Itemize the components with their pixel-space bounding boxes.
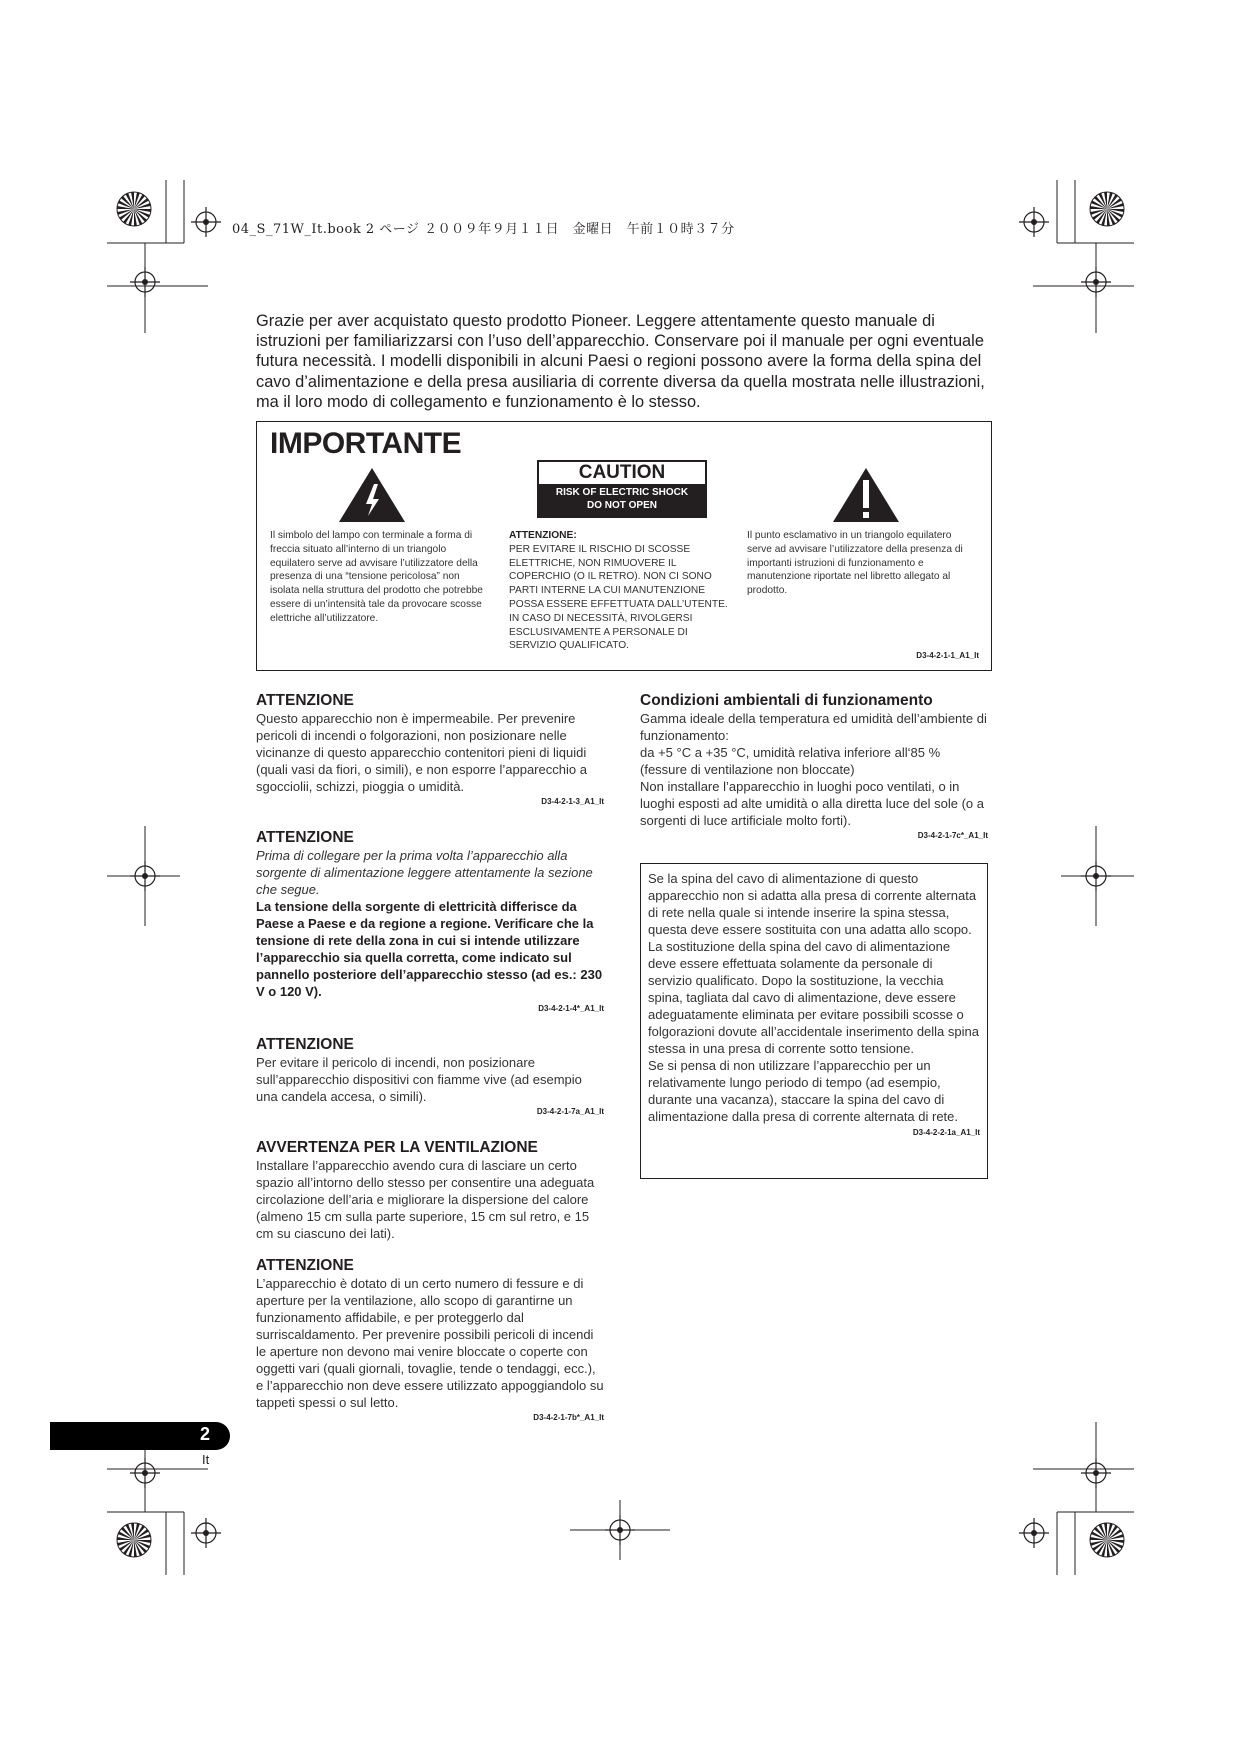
section-text: Per evitare il pericolo di incendi, non posizionare sull’apparecchio dispositivi con fiamme vive (ad esempio una candela accesa, o simili). xyxy=(256,1055,582,1104)
intro-paragraph: Grazie per aver acquistato questo prodotto Pioneer. Leggere attentamente questo manuale di istruzioni per familiarizzarsi con l’uso dell’apparecchio. Conservare poi il manuale per ogni eventuale futura necessità. I modelli disponibili in alcuni Paesi o regioni possono avere la forma della spina del cavo d’alimentazione e della presa ausiliaria di corrente diversa da quella mostrata nelle illustrazioni, ma il loro modo di collegamento e funzionamento è lo stesso. xyxy=(256,312,985,411)
section-heading: Condizioni ambientali di funzionamento xyxy=(640,692,933,709)
section-heading: ATTENZIONE xyxy=(256,1257,354,1274)
section-heading: ATTENZIONE xyxy=(256,829,354,846)
plug-replacement-box xyxy=(640,863,988,1179)
caution-explanation xyxy=(509,529,731,653)
section-text: Installare l’apparecchio avendo cura di lasciare un certo spazio all’intorno dello stesso per consentire una adeguata circolazione dell’aria e migliorare la dispersione del calore (almeno 15 cm sulla parte superiore, 15 cm sul retro, e 15 cm su ciascuno dei lati). xyxy=(256,1158,595,1241)
exclamation-explanation: Il punto esclamativo in un triangolo equilatero serve ad avvisare l’utilizzatore della presenza di importanti istruzioni di funzionamento e manutenzione riportate nel libretto allegato al prodotto. xyxy=(747,530,963,597)
exclamation-triangle-icon xyxy=(831,466,901,524)
section-heading: AVVERTENZA PER LA VENTILAZIONE xyxy=(256,1139,538,1156)
section-text: Questo apparecchio non è impermeabile. Per prevenire pericoli di incendi o folgorazioni, non posizionare nelle vicinanze di questo apparecchio contenitori pieni di liquidi (quali vasi da fiori, o simili), e non esporre l’apparecchio a sgocciolii, schizzi, pioggia o umidità. xyxy=(256,711,587,794)
lightning-triangle-icon xyxy=(337,466,407,524)
file-header-line: 04_S_71W_It.book 2 ページ ２００９年９月１１日 金曜日 午前１０時３７分 xyxy=(232,222,735,237)
caution-subtitle xyxy=(539,484,705,516)
env-line-1: Gamma ideale della temperatura ed umidità dell’ambiente di funzionamento: xyxy=(640,711,987,743)
section-heading: ATTENZIONE xyxy=(256,692,354,709)
section-text: L’apparecchio è dotato di un certo numero di fessure e di aperture per la ventilazione, allo scopo di garantirne un funzionamento affidabile, e per proteggerlo dal surriscaldamento. Per prevenire possibili pericoli di incendi le aperture non devono mai venire bloccate o coperte con oggetti vari (quali giornali, tovaglie, tende o tendaggi, ecc.), e l’apparecchio non deve essere utilizzato appoggiandolo su tappeti spessi o sul letto. xyxy=(256,1276,604,1410)
caution-title: CAUTION xyxy=(539,462,705,484)
section-code: D3-4-2-1-4*_A1_It xyxy=(538,1004,604,1013)
env-line-2: da +5 °C a +35 °C, umidità relativa inferiore all‘85 % (fessure di ventilazione non bloccate) xyxy=(640,745,941,777)
section-attenzione-4 xyxy=(256,1257,604,1422)
page-number: 2 xyxy=(200,1424,211,1444)
section-attenzione-3 xyxy=(256,1036,604,1116)
section-attenzione-1 xyxy=(256,692,604,806)
importante-title: IMPORTANTE xyxy=(270,427,462,460)
section-bold-text: La tensione della sorgente di elettricità differisce da Paese a Paese e da regione a regione. Verificare che la tensione di rete della zona in cui si intende utilizzare l’apparecchio sia quella corretta, come indicato sul pannello posteriore dell’apparecchio stesso (ad es.: 230 V o 120 V). xyxy=(256,899,603,999)
section-code: D3-4-2-1-3_A1_It xyxy=(541,797,604,806)
box-text-1: Se la spina del cavo di alimentazione di questo apparecchio non si adatta alla presa di corrente alternata di rete nella quale si intende inserire la spina stessa, questa deve essere sostituita con una adatta allo scopo. La sostituzione della spina del cavo di alimentazione deve essere effettuata solamente da personale di servizio qualificato. Dopo la sostituzione, la vecchia spina, tagliata dal cavo di alimentazione, deve essere adeguatamente eliminata per evitare possibili scosse o folgorazioni dovute all’accidentale inserimento della spina stessa in una presa di corrente sotto tensione. xyxy=(648,871,979,1056)
section-heading: ATTENZIONE xyxy=(256,1036,354,1053)
box-text-2: Se si pensa di non utilizzare l’apparecchio per un relativamente lungo periodo di tempo (ad esempio, durante una vacanza), staccare la spina del cavo di alimentazione dalla presa di corrente alternata di rete. xyxy=(648,1058,959,1124)
section-code: D3-4-2-1-7a_A1_It xyxy=(536,1107,604,1116)
caution-sub-line-2: DO NOT OPEN xyxy=(586,500,657,511)
box-code: D3-4-2-2-1a_A1_It xyxy=(912,1128,980,1137)
section-code: D3-4-2-1-7b*_A1_It xyxy=(533,1413,604,1422)
caution-label xyxy=(537,460,707,518)
section-ventilazione xyxy=(256,1139,604,1242)
section-italic-text: Prima di collegare per la prima volta l’apparecchio alla sorgente di alimentazione leggere attentamente la sezione che segue. xyxy=(256,848,593,897)
lightning-explanation: Il simbolo del lampo con terminale a forma di freccia situato all’interno di un triangolo equilatero serve ad avvisare l’utilizzatore della presenza di una “tensione pericolosa” non isolata nella struttura del prodotto che potrebbe essere di un’intensità tale da provocare scosse elettriche all’utilizzatore. xyxy=(270,530,483,624)
section-attenzione-2 xyxy=(256,829,604,1013)
section-code: D3-4-2-1-7c*_A1_It xyxy=(917,831,988,840)
importante-box xyxy=(256,421,992,671)
section-condizioni-ambientali xyxy=(640,692,988,840)
page-language: It xyxy=(202,1452,210,1467)
caution-text: PER EVITARE IL RISCHIO DI SCOSSE ELETTRICHE, NON RIMUOVERE IL COPERCHIO (O IL RETRO). NON CI SONO PARTI INTERNE LA CUI MANUTENZIONE POSSA ESSERE EFFETTUATA DALL’UTENTE. IN CASO DI NECESSITÀ, RIVOLGERSI ESCLUSIVAMENTE A PERSONALE DI SERVIZIO QUALIFICATO. xyxy=(509,543,728,652)
importante-code: D3-4-2-1-1_A1_It xyxy=(916,651,979,660)
env-line-3: Non installare l’apparecchio in luoghi poco ventilati, o in luoghi esposti ad alte umidità o alla diretta luce del sole (o a sorgenti di luce artificiale molto forti). xyxy=(640,779,984,828)
caution-heading: ATTENZIONE: xyxy=(509,530,577,541)
caution-sub-line-1: RISK OF ELECTRIC SHOCK xyxy=(555,487,689,498)
